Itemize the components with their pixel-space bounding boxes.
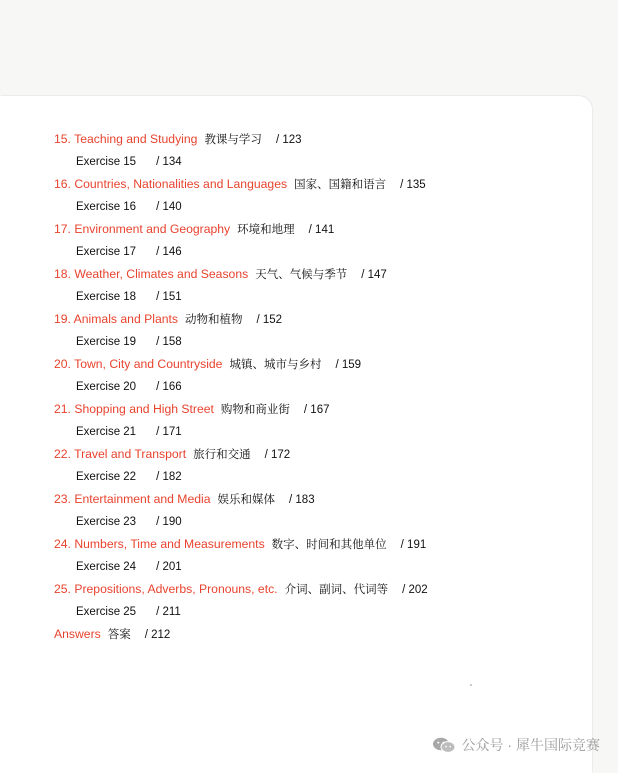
chapter-title: 17. Environment and Geography (54, 222, 231, 236)
chapter-cn-title: 教课与学习 (204, 134, 262, 146)
toc-exercise[interactable] (54, 600, 574, 623)
chapter-title: 15. Teaching and Studying (54, 132, 198, 146)
chapter-cn-title: 旅行和交通 (193, 449, 251, 461)
toc-exercise[interactable] (54, 150, 574, 173)
chapter-cn-title: 娱乐和媒体 (217, 494, 276, 506)
toc-exercise[interactable] (54, 375, 574, 398)
exercise-label: Exercise 19 (76, 336, 137, 348)
toc-exercise[interactable] (54, 195, 574, 218)
chapter-title: 24. Numbers, Time and Measurements (54, 537, 265, 551)
toc-exercise[interactable] (54, 330, 574, 353)
chapter-title: 16. Countries, Nationalities and Languages (54, 177, 288, 191)
chapter-title: Answers (54, 627, 101, 641)
chapter-cn-title: 国家、国籍和语言 (294, 179, 387, 191)
page-number: / 183 (289, 494, 315, 506)
toc-chapter[interactable] (54, 398, 574, 420)
toc-exercise[interactable] (54, 285, 574, 308)
toc-answers[interactable] (54, 623, 574, 645)
exercise-label: Exercise 23 (76, 516, 137, 528)
toc-chapter[interactable] (54, 263, 574, 285)
chapter-title: 23. Entertainment and Media (54, 492, 211, 506)
wechat-icon (432, 737, 456, 753)
page-number: / 167 (303, 404, 330, 416)
page-number: / 201 (156, 561, 182, 573)
page-number: / 166 (156, 381, 182, 393)
watermark (432, 735, 600, 755)
toc-chapter[interactable] (54, 128, 574, 150)
page-number: / 182 (156, 471, 182, 483)
toc-chapter[interactable] (54, 173, 574, 195)
toc-chapter[interactable] (54, 308, 574, 330)
exercise-label: Exercise 17 (76, 246, 137, 258)
exercise-label: Exercise 24 (76, 561, 137, 573)
table-of-contents (54, 128, 574, 645)
toc-exercise[interactable] (54, 420, 574, 443)
exercise-label: Exercise 15 (76, 156, 137, 168)
exercise-label: Exercise 22 (76, 471, 137, 483)
page-number: / 135 (400, 179, 426, 191)
page-number: / 172 (264, 449, 291, 461)
toc-chapter[interactable] (54, 443, 574, 465)
toc-exercise[interactable] (54, 510, 574, 533)
toc-chapter[interactable] (54, 218, 574, 240)
page-number: / 123 (275, 134, 302, 146)
chapter-cn-title: 天气、气候与季节 (255, 269, 348, 281)
page-number: / 212 (144, 629, 171, 641)
watermark-text: 公众号 · 犀牛国际竞赛 (461, 737, 600, 753)
page-number: / 191 (400, 539, 427, 551)
page-number: / 152 (256, 314, 283, 326)
exercise-label: Exercise 18 (76, 291, 137, 303)
chapter-title: 25. Prepositions, Adverbs, Pronouns, etc. (54, 582, 278, 596)
page-number: / 171 (156, 426, 182, 438)
toc-chapter[interactable] (54, 578, 574, 600)
page-number: / 147 (361, 269, 387, 281)
chapter-cn-title: 环境和地理 (237, 224, 295, 236)
chapter-cn-title: 城镇、城市与乡村 (229, 359, 322, 371)
toc-exercise[interactable] (54, 240, 574, 263)
chapter-cn-title: 介词、副词、代词等 (284, 584, 389, 596)
page-number: / 134 (156, 156, 182, 168)
toc-exercise[interactable] (54, 555, 574, 578)
page-number: / 141 (308, 224, 335, 236)
chapter-title: 21. Shopping and High Street (54, 402, 214, 416)
page-number: / 190 (156, 516, 182, 528)
page-speck (470, 684, 472, 686)
toc-chapter[interactable] (54, 353, 574, 375)
page-number: / 211 (156, 606, 181, 618)
chapter-title: 18. Weather, Climates and Seasons (54, 267, 249, 281)
toc-exercise[interactable] (54, 465, 574, 488)
page-number: / 159 (335, 359, 362, 371)
chapter-cn-title: 数字、时间和其他单位 (271, 539, 387, 551)
exercise-label: Exercise 16 (76, 201, 137, 213)
page-number: / 202 (402, 584, 428, 596)
chapter-cn-title: 动物和植物 (184, 314, 243, 326)
toc-chapter[interactable] (54, 488, 574, 510)
chapter-cn-title: 答案 (107, 629, 131, 641)
page-number: / 146 (156, 246, 182, 258)
chapter-title: 22. Travel and Transport (54, 447, 187, 461)
chapter-title: 20. Town, City and Countryside (54, 357, 223, 371)
exercise-label: Exercise 21 (76, 426, 137, 438)
exercise-label: Exercise 25 (76, 606, 137, 618)
chapter-title: 19. Animals and Plants (54, 312, 178, 326)
page-number: / 140 (156, 201, 182, 213)
exercise-label: Exercise 20 (76, 381, 137, 393)
chapter-cn-title: 购物和商业街 (220, 404, 290, 416)
page-number: / 158 (156, 336, 182, 348)
toc-chapter[interactable] (54, 533, 574, 555)
page-number: / 151 (156, 291, 182, 303)
